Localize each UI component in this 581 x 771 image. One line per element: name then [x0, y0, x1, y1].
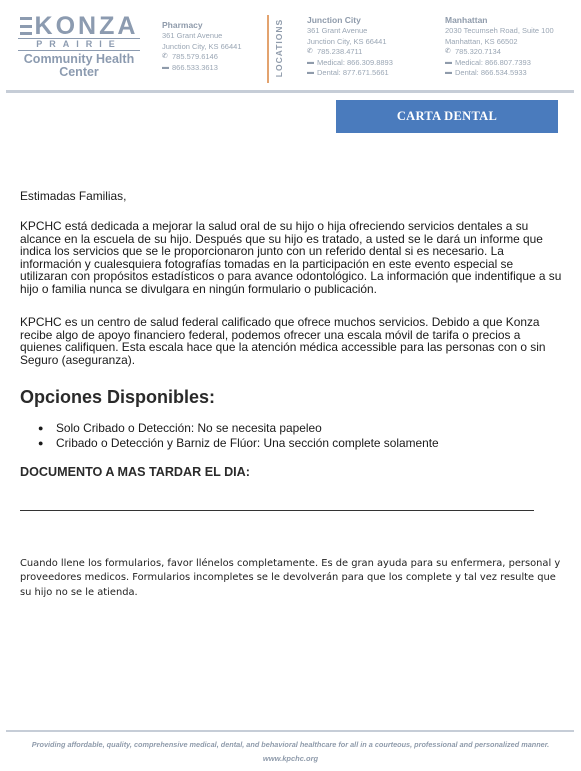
manhattan-street: 2030 Tecumseh Road, Suite 100: [445, 26, 554, 35]
logo-mark-icon: [20, 16, 32, 36]
manhattan-title: Manhattan: [445, 15, 488, 25]
manhattan-phone: 785.320.7134: [455, 47, 501, 57]
deadline-heading: DOCUMENTO A MAS TARDAR EL DIA:: [20, 465, 250, 479]
junction-city-phone: 785.238.4711: [317, 47, 363, 57]
list-item: ● Solo Cribado o Detección: No se necesita papeleo: [38, 421, 322, 435]
locations-label: LOCATIONS: [274, 18, 284, 78]
phone-icon: ✆: [445, 48, 451, 56]
fax-icon: ▬: [162, 63, 169, 71]
manhattan-address: [445, 15, 554, 79]
logo-line2: Center: [59, 65, 99, 79]
bullet-icon: ●: [38, 423, 44, 433]
pharmacy-city: Junction City, KS 66441: [162, 41, 242, 51]
logo-name: KONZA: [34, 12, 139, 40]
junction-city-street: 361 Grant Avenue: [307, 26, 368, 35]
pharmacy-street: 361 Grant Avenue: [162, 31, 223, 40]
header-divider: [6, 90, 574, 93]
pharmacy-address: [162, 20, 242, 73]
phone-icon: ✆: [162, 53, 168, 61]
junction-city-city: Junction City, KS 66441: [307, 36, 387, 46]
locations-divider: [267, 15, 269, 83]
pharmacy-phone1: 785.579.6146: [172, 52, 218, 62]
footer-website: www.kpchc.org: [262, 754, 319, 763]
federal-center-paragraph: KPCHC es un centro de salud federal calificado que ofrece muchos servicios. Debido a que Konza recibe algo de apoyo financiero federal, podemos ofrecer una escala móvil de tarifa o precios a quienes califiquen. Esta escala hace que la atención médica accessible para las personas con o sin Seguro (aseguranza).: [20, 315, 546, 367]
greeting: Estimadas Familias,: [20, 189, 127, 203]
bullet-icon: ●: [38, 438, 44, 448]
junction-city-title: Junction City: [307, 15, 361, 25]
logo-line1: Community Health: [23, 52, 135, 66]
footer-divider: [6, 730, 574, 732]
form-completion-note: Cuando llene los formularios, favor llénelos completamente. Es de gran ayuda para su enfermera, personal y proveedores medicos. Formularios incompletes se le devolverán para que los complete y tal vez resulte que su hijo no se le atienda.: [20, 558, 561, 598]
options-heading: Opciones Disponibles:: [20, 387, 216, 407]
phone-icon: ✆: [307, 48, 313, 56]
junction-city-address: [307, 15, 393, 79]
document-title-banner: CARTA DENTAL: [336, 100, 558, 133]
manhattan-medical: Medical: 866.807.7393: [455, 57, 531, 67]
pharmacy-phone2: 866.533.3613: [172, 62, 218, 72]
intro-paragraph: KPCHC está dedicada a mejorar la salud oral de su hijo o hija ofreciendo servicios dentales a su alcance en la escuela de su hijo. Después que su hijo es tratado, a usted se le dará un informe que indica los servicios que se le proporcionaron junto con un referido dental si es necesario. La información y cualesquiera fotografías tomadas en la participación en este evento especial se utilizaran con propósitos estadísticos o para avance odontológico. La información que indentifique a su hijo o familia nunca se divulgara en ningún formulario o publicación.: [20, 219, 562, 296]
junction-city-medical: Medical: 866.309.8893: [317, 57, 393, 67]
options-list: [38, 421, 439, 451]
fax-icon: ▬: [307, 58, 314, 66]
list-item: ● Cribado o Detección y Barniz de Flúor: Una sección complete solamente: [38, 436, 439, 450]
junction-city-dental: Dental: 877.671.5661: [317, 68, 389, 78]
manhattan-dental: Dental: 866.534.5933: [455, 68, 527, 78]
fax-icon: ▬: [307, 69, 314, 77]
date-fill-line: [20, 510, 534, 511]
fax-icon: ▬: [445, 69, 452, 77]
fax-icon: ▬: [445, 58, 452, 66]
kpchc-logo: [18, 12, 140, 79]
manhattan-city: Manhattan, KS 66502: [445, 36, 518, 46]
footer-tagline: Providing affordable, quality, comprehensive medical, dental, and behavioral healthcare for all in a courteous, professional and personalized manner.: [31, 740, 550, 749]
logo-subname: PRAIRIE: [18, 38, 140, 51]
pharmacy-title: Pharmacy: [162, 20, 203, 30]
